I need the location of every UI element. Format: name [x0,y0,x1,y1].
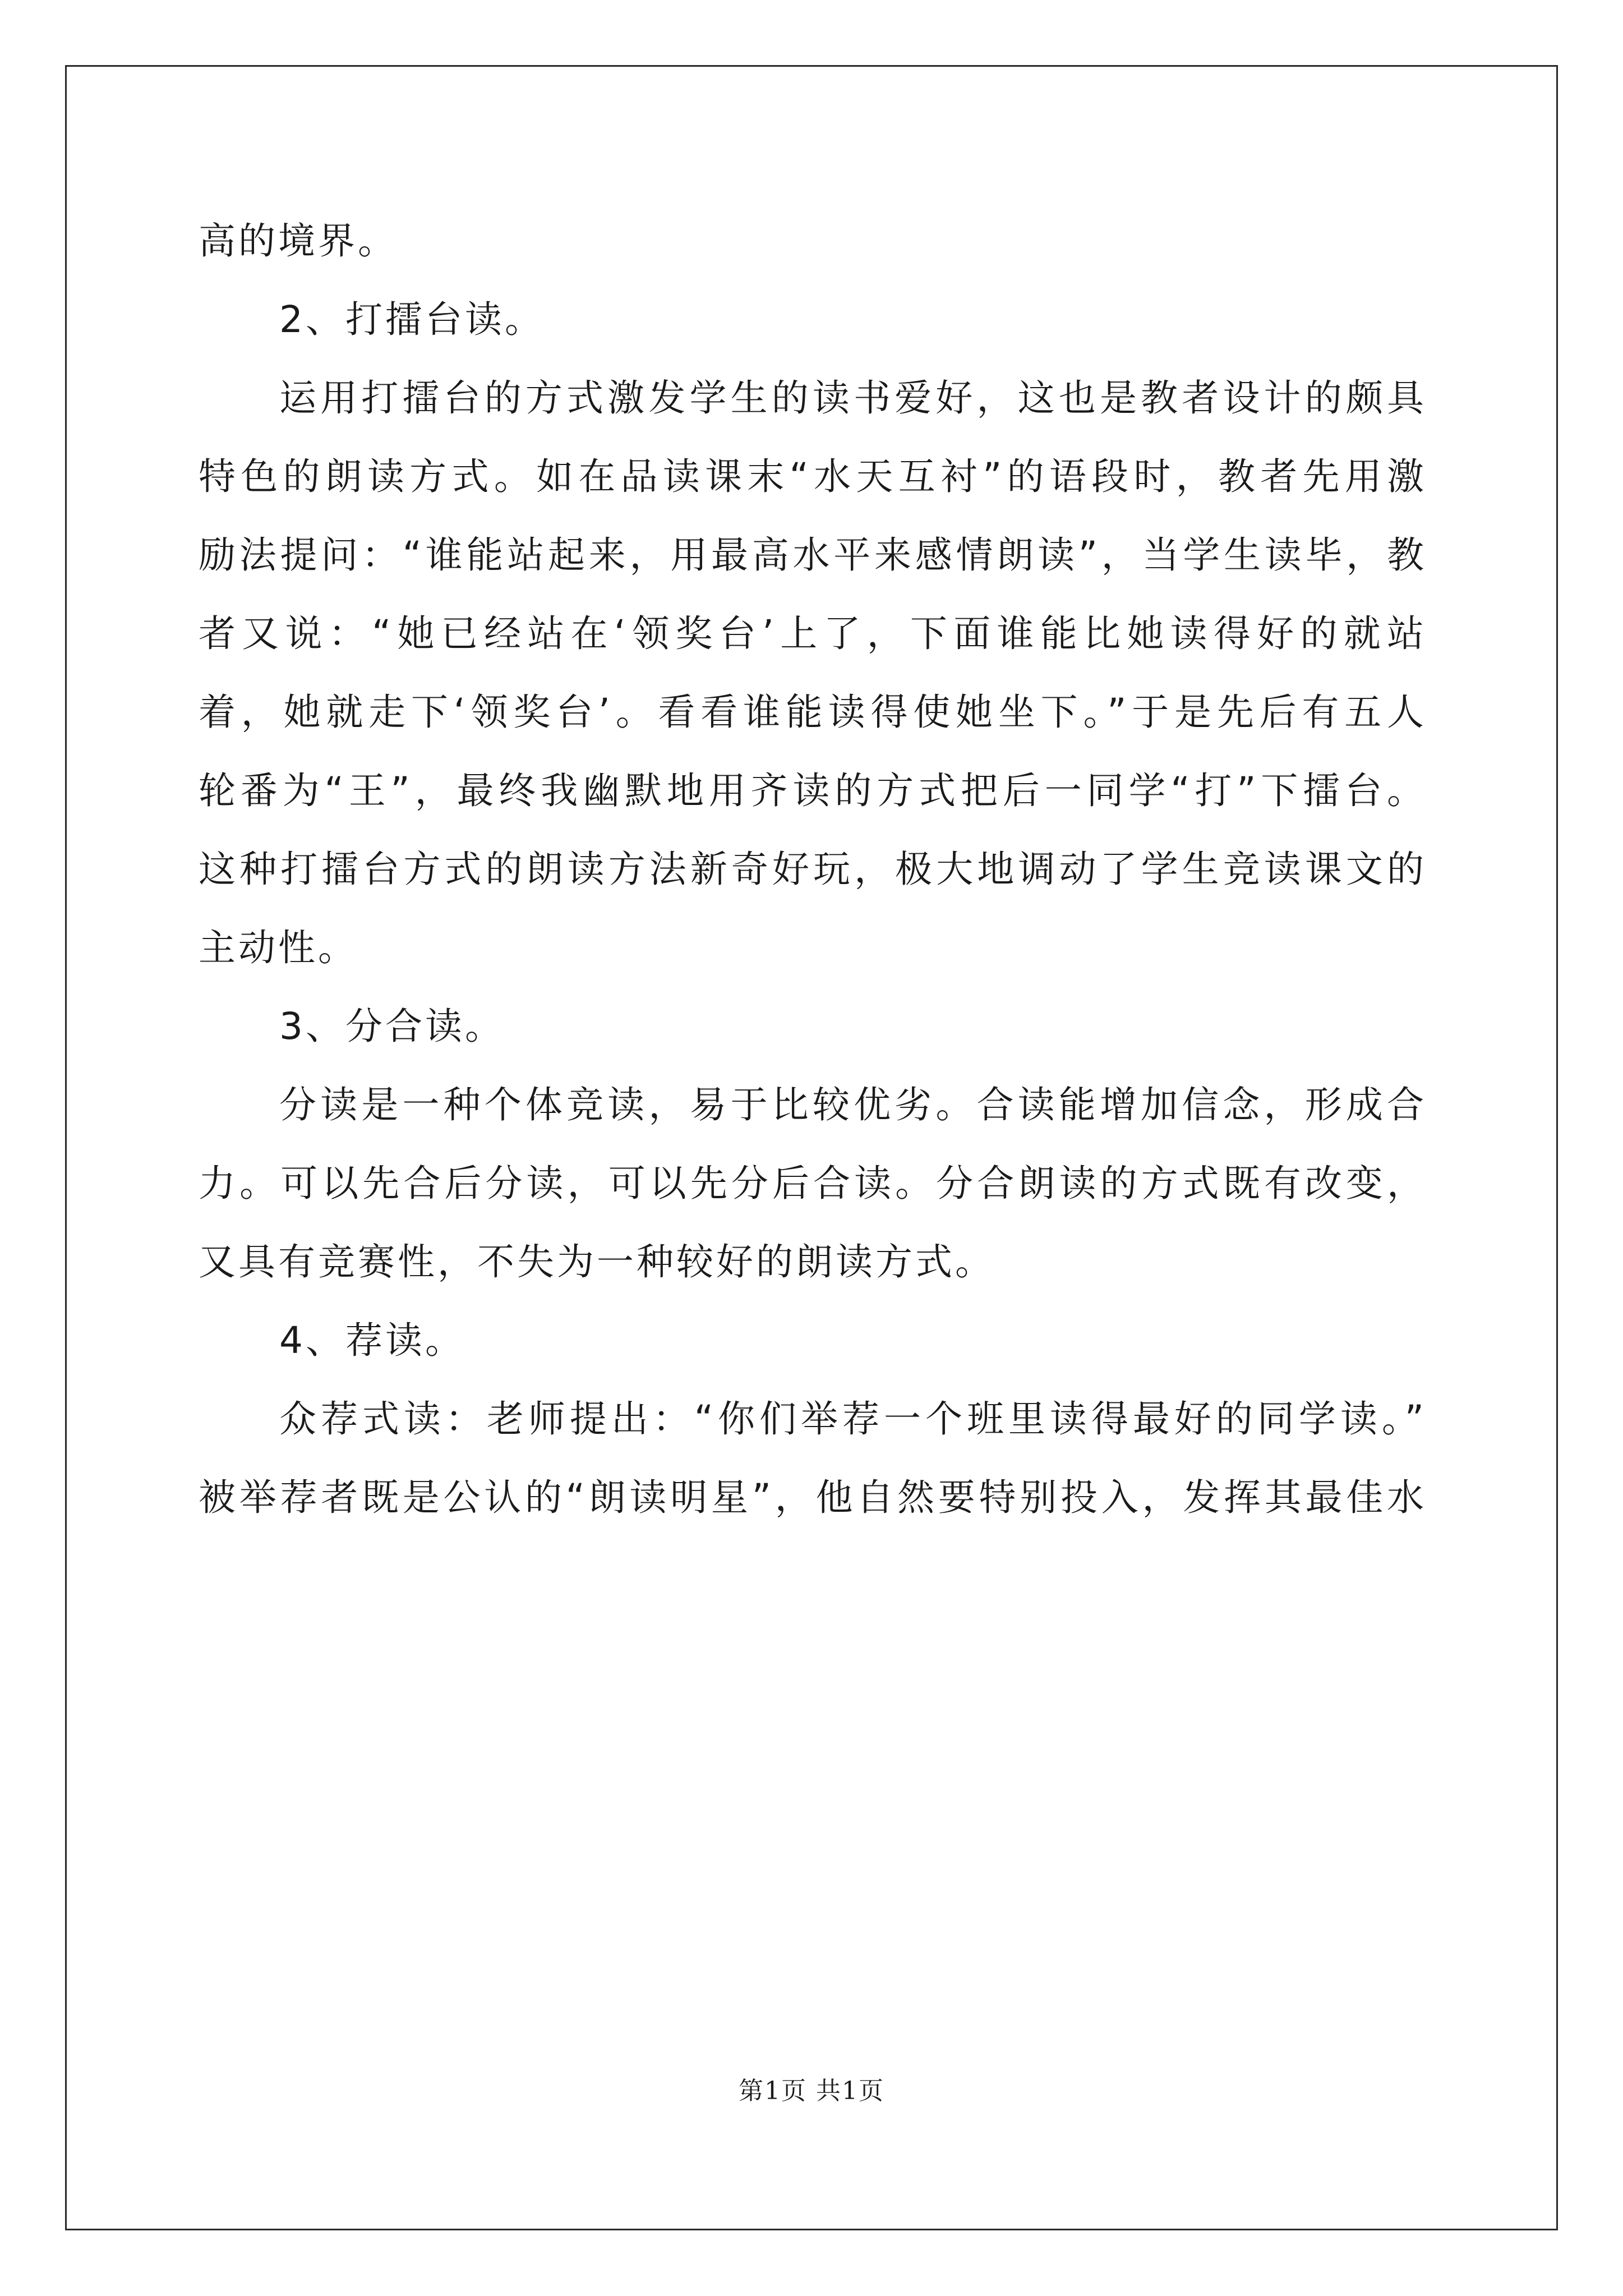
text-line: 被举荐者既是公认的“朗读明星”，他自然要特别投入，发挥其最佳水 [199,1476,1427,1519]
text-line: 力。可以先合后分读，可以先分后合读。分合朗读的方式既有改变， [199,1162,1427,1205]
section-heading: 4、荐读。 [279,1319,465,1362]
text-line: 这种打擂台方式的朗读方法新奇好玩，极大地调动了学生竞读课文的 [199,848,1427,891]
page-number-footer: 第1页 共1页 [739,2077,884,2105]
section-heading: 2、打擂台读。 [279,298,545,341]
text-line: 分读是一种个体竞读，易于比较优劣。合读能增加信念，形成合 [279,1083,1427,1126]
section-heading: 3、分合读。 [279,1005,505,1048]
text-line: 又具有竞赛性，不失为一种较好的朗读方式。 [199,1240,995,1283]
text-line: 者又说：“她已经站在‘领奖台’上了，下面谁能比她读得好的就站 [199,612,1427,655]
text-line: 特色的朗读方式。如在品读课末“水天互衬”的语段时，教者先用激 [199,455,1427,498]
text-line: 众荐式读：老师提出：“你们举荐一个班里读得最好的同学读。” [279,1397,1427,1441]
text-line: 着，她就走下‘领奖台’。看看谁能读得使她坐下。”于是先后有五人 [199,691,1427,734]
text-line: 励法提问：“谁能站起来，用最高水平来感情朗读”，当学生读毕，教 [199,533,1427,577]
text-line: 运用打擂台的方式激发学生的读书爱好，这也是教者设计的颇具 [279,376,1427,420]
text-line: 主动性。 [199,926,358,969]
text-line: 高的境界。 [199,219,398,263]
text-line: 轮番为“王”，最终我幽默地用齐读的方式把后一同学“打”下擂台。 [199,769,1427,812]
